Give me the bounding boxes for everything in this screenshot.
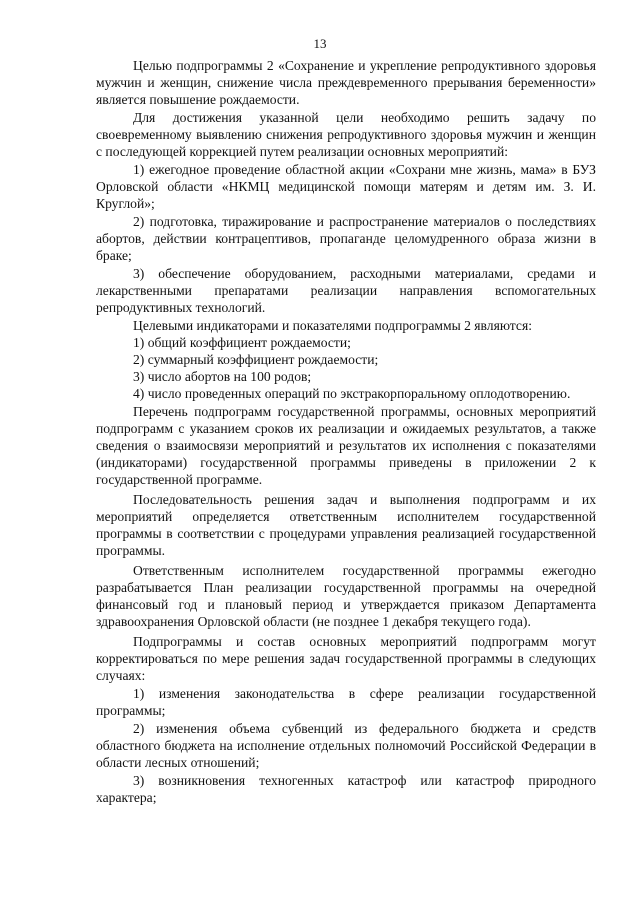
case-item-1: 1) изменения законодательства в сфере реализации государственной программы;: [96, 686, 596, 718]
list-item-3: 3) обеспечение оборудованием, расходными материалами, средами и лекарственными препаратами реализации направления вспомогательных репродуктивных технологий.: [96, 266, 596, 315]
paragraph-adjustment: Подпрограммы и состав основных мероприятий подпрограмм могут корректироваться по мере решения задач государственной программы в следующих случаях:: [96, 634, 596, 683]
indicator-item-1: 1) общий коэффициент рождаемости;: [133, 335, 351, 350]
case-item-3: 3) возникновения техногенных катастроф или катастроф природного характера;: [96, 773, 596, 805]
indicator-item-3: 3) число абортов на 100 родов;: [133, 369, 312, 384]
list-item-1: 1) ежегодное проведение областной акции «Сохрани мне жизнь, мама» в БУЗ Орловской области «НКМЦ медицинской помощи матерям и детям им. З. И. Круглой»;: [96, 162, 596, 211]
paragraph-list-of-subprograms: Перечень подпрограмм государственной программы, основных мероприятий подпрограмм с указанием сроков их реализации и ожидаемых результатов, а также сведения о взаимосвязи мероприятий и результатов их исполнения с показателями (индикаторами) государственной программы приведены в приложении 2 к государственной программе.: [96, 404, 596, 487]
case-item-2: 2) изменения объема субвенций из федерального бюджета и средств областного бюджета на исполнение отдельных полномочий Российской Федерации в области лесных отношений;: [96, 721, 596, 770]
paragraph-task: Для достижения указанной цели необходимо решить задачу по своевременному выявлению снижения репродуктивного здоровья мужчин и женщин с последующей коррекцией путем реализации основных мероприятий:: [96, 110, 596, 159]
indicator-item-2: 2) суммарный коэффициент рождаемости;: [133, 352, 379, 367]
list-item-2: 2) подготовка, тиражирование и распространение материалов о последствиях абортов, действии контрацептивов, пропаганде целомудренного образа жизни в браке;: [96, 214, 596, 263]
paragraph-indicators: Целевыми индикаторами и показателями подпрограммы 2 являются:: [133, 318, 532, 333]
paragraph-implementation-plan: Ответственным исполнителем государственной программы ежегодно разрабатывается План реализации государственной программы на очередной финансовый год и плановый период и утверждается приказом Департамента здравоохранения Орловской области (не позднее 1 декабря текущего года).: [96, 563, 596, 629]
indicator-item-4: 4) число проведенных операций по экстракорпоральному оплодотворению.: [133, 386, 571, 401]
page-number: 13: [313, 36, 327, 51]
paragraph-sequence: Последовательность решения задач и выполнения подпрограмм и их мероприятий определяется ответственным исполнителем государственной программы в соответствии с процедурами управления реализацией государственной программы.: [96, 492, 596, 558]
paragraph-goal: Целью подпрограммы 2 «Сохранение и укрепление репродуктивного здоровья мужчин и женщин, снижение числа преждевременного прерывания беременности» является повышение рождаемости.: [96, 58, 596, 107]
document-body: [96, 57, 596, 806]
